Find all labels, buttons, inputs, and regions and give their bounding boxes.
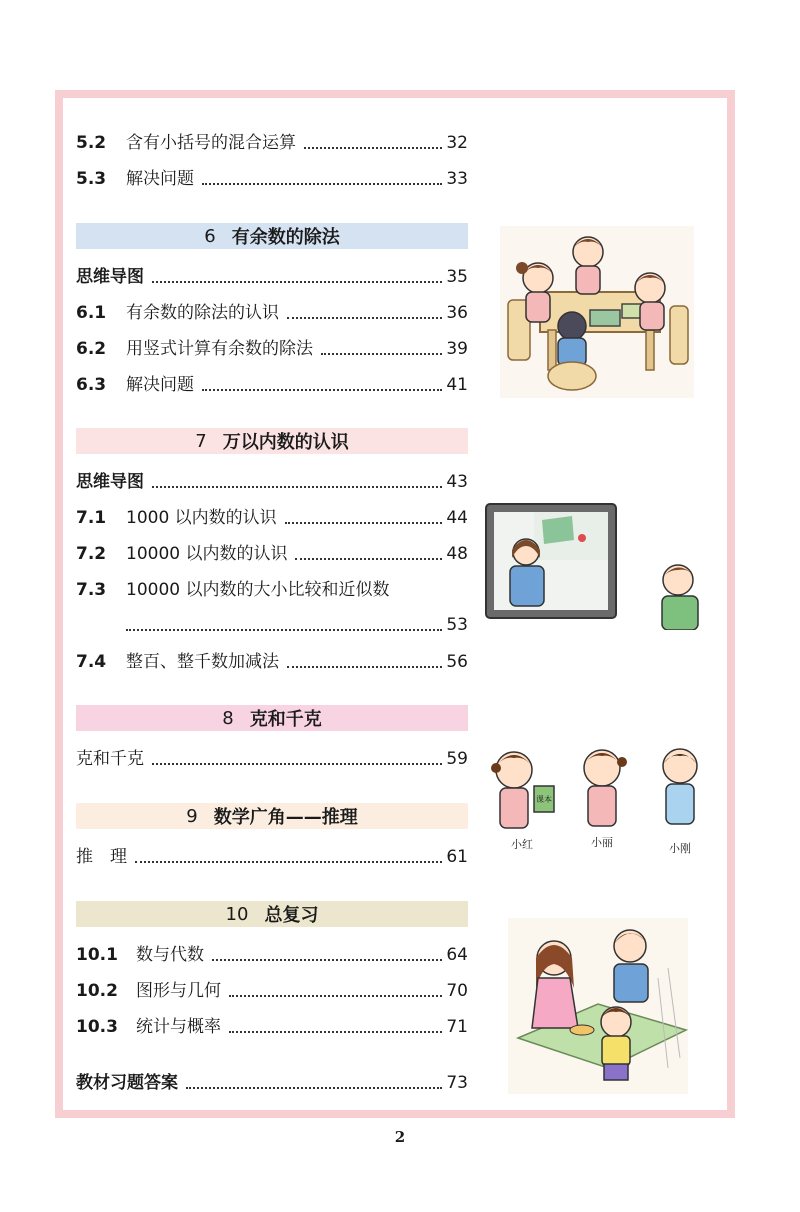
entry-number: 7.3	[76, 580, 107, 600]
entry-number: 10.2	[76, 981, 118, 1001]
section-title: 总复习	[264, 905, 319, 926]
section-title: 克和千克	[249, 709, 322, 730]
illustration-family-picnic	[508, 918, 688, 1094]
section-header-6[interactable]	[76, 223, 468, 249]
toc-entry-6-3[interactable]	[76, 366, 468, 396]
name-label-xiaohong: 小红	[511, 838, 533, 851]
section-number: 8	[222, 707, 234, 729]
leader-dots	[212, 958, 442, 961]
section-number: 7	[195, 430, 207, 452]
leader-dots	[152, 280, 442, 283]
entry-title: 有余数的除法的认识	[126, 303, 279, 323]
toc-entry-8[interactable]	[76, 740, 468, 770]
toc-entry-7-3[interactable]	[76, 571, 468, 601]
entry-page: 43	[446, 472, 468, 492]
section-title: 万以内数的认识	[222, 432, 349, 453]
entry-page: 70	[446, 981, 468, 1001]
entry-title: 整百、整千数加减法	[126, 652, 279, 672]
entry-title: 教材习题答案	[76, 1073, 178, 1093]
toc-entry-6-2[interactable]	[76, 330, 468, 360]
entry-title: 克和千克	[76, 749, 144, 769]
entry-page: 36	[446, 303, 468, 323]
entry-number: 5.2	[76, 133, 107, 153]
entry-number: 6.2	[76, 339, 107, 359]
entry-page: 61	[446, 847, 468, 867]
name-label-xiaogang: 小刚	[669, 842, 691, 855]
entry-title: 10000 以内数的认识	[126, 544, 288, 564]
section-number: 9	[186, 805, 198, 827]
entry-page: 59	[446, 749, 468, 769]
leader-dots	[287, 316, 442, 319]
entry-number: 7.1	[76, 508, 107, 528]
entry-title: 10000 以内数的大小比较和近似数	[126, 580, 390, 600]
entry-title: 推 理	[76, 847, 127, 867]
entry-title: 用竖式计算有余数的除法	[126, 339, 313, 359]
leader-dots	[287, 665, 442, 668]
leader-dots	[135, 860, 442, 863]
toc-entry-7-4[interactable]	[76, 643, 468, 673]
page-number: 2	[394, 1128, 406, 1146]
illustration-three-kids	[484, 740, 716, 860]
leader-dots	[152, 762, 442, 765]
entry-number: 6.3	[76, 375, 107, 395]
toc-entry-7-1[interactable]	[76, 499, 468, 529]
entry-page: 35	[446, 267, 468, 287]
entry-page: 41	[446, 375, 468, 395]
section-header-9[interactable]	[76, 803, 468, 829]
toc-entry-7-mindmap[interactable]	[76, 463, 468, 493]
entry-title: 图形与几何	[136, 981, 221, 1001]
leader-dots	[229, 1030, 442, 1033]
illustration-children-at-table	[500, 226, 694, 398]
entry-title: 思维导图	[76, 267, 144, 287]
section-header-10[interactable]	[76, 901, 468, 927]
toc-entry-10-3[interactable]	[76, 1008, 468, 1038]
entry-title: 1000 以内数的认识	[126, 508, 277, 528]
entry-page: 44	[446, 508, 468, 528]
toc-entry-10-2[interactable]	[76, 972, 468, 1002]
entry-number: 5.3	[76, 169, 107, 189]
toc-entry-9[interactable]	[76, 838, 468, 868]
toc-entry-5-3[interactable]	[76, 160, 468, 190]
book-label: 课本	[536, 795, 552, 804]
toc-entry-10-1[interactable]	[76, 936, 468, 966]
leader-dots	[186, 1086, 442, 1089]
name-label-xiaoli: 小丽	[591, 836, 613, 849]
toc-entry-6-1[interactable]	[76, 294, 468, 324]
leader-dots	[202, 182, 442, 185]
leader-dots	[202, 388, 442, 391]
entry-title: 含有小括号的混合运算	[126, 133, 296, 153]
entry-number: 10.3	[76, 1017, 118, 1037]
entry-title: 数与代数	[136, 945, 204, 965]
leader-dots	[229, 994, 442, 997]
section-title: 有余数的除法	[231, 227, 340, 248]
illustration-tv-presenter	[482, 500, 714, 630]
entry-title: 思维导图	[76, 472, 144, 492]
leader-dots	[321, 352, 442, 355]
entry-page: 64	[446, 945, 468, 965]
entry-page: 39	[446, 339, 468, 359]
toc-entry-6-mindmap[interactable]	[76, 258, 468, 288]
toc-entry-answers[interactable]	[76, 1064, 468, 1094]
leader-dots	[285, 521, 443, 524]
leader-dots	[152, 485, 442, 488]
entry-page: 53	[446, 615, 468, 635]
section-number: 6	[204, 225, 216, 247]
leader-dots	[304, 146, 442, 149]
entry-title: 统计与概率	[136, 1017, 221, 1037]
entry-number: 10.1	[76, 945, 118, 965]
section-header-7[interactable]	[76, 428, 468, 454]
toc-entry-5-2[interactable]	[76, 124, 468, 154]
toc-entry-7-3-continued[interactable]	[76, 606, 468, 636]
entry-number: 7.2	[76, 544, 107, 564]
section-header-8[interactable]	[76, 705, 468, 731]
section-title: 数学广角——推理	[213, 807, 358, 828]
section-number: 10	[225, 903, 249, 925]
entry-number: 6.1	[76, 303, 107, 323]
leader-dots	[126, 628, 442, 631]
entry-number: 7.4	[76, 652, 107, 672]
entry-title: 解决问题	[126, 169, 194, 189]
entry-page: 71	[446, 1017, 468, 1037]
leader-dots	[295, 557, 442, 560]
toc-entry-7-2[interactable]	[76, 535, 468, 565]
entry-page: 73	[446, 1073, 468, 1093]
entry-page: 56	[446, 652, 468, 672]
entry-page: 48	[446, 544, 468, 564]
entry-page: 33	[446, 169, 468, 189]
entry-page: 32	[446, 133, 468, 153]
entry-title: 解决问题	[126, 375, 194, 395]
